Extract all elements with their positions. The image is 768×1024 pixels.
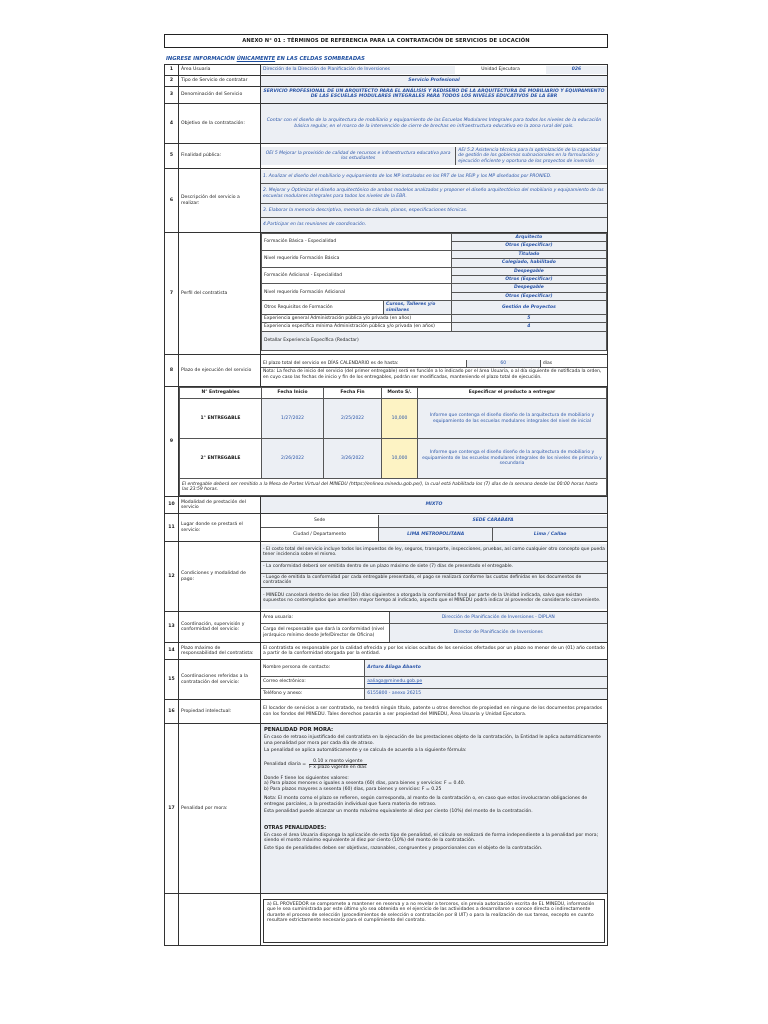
penalidad-text: Este tipo de penalidades deben ser objetivas, razonables, congruentes y proporcionales con el objeto de la contratación. — [264, 845, 543, 851]
confidencialidad-value: a) EL PROVEEDOR se compromete a mantener en reserva y a no revelar a terceros, sin previa autorización escrita de EL MINEDU, información que le sea suministrada por este último y/o sea obtenida en el ejercicio de las actividades a desarrollarse o conoce directa o indirectamente durante el proceso de selección (procedimientos de selección o contratación por 8 UIT) o para la realización de sus tareas, excepto en cuanto resultare estrictamente necesario para el cumplimiento del contrato. — [263, 899, 605, 943]
penalidad-text: En caso de retraso injustificado del contratista en la ejecución de las prestaciones objeto de la contratación, la Entidad le aplica automáticamente una penalidad por mora por cada día de atraso. — [264, 735, 601, 746]
row-lugar — [165, 514, 608, 542]
exp-general-label: Experiencia general Administración pública y/o privada (en años) — [262, 314, 452, 322]
exp-especifica-value[interactable]: 4 — [451, 323, 606, 331]
entregable-fin[interactable]: 2/25/2022 — [324, 399, 382, 439]
formacion-basica-otros[interactable]: Otros (Especificar) — [451, 242, 606, 250]
row-finalidad — [165, 144, 608, 169]
area-usuaria-label: Área usuaria: — [261, 612, 389, 623]
ciudad-label: Ciudad / Departamento — [261, 528, 379, 541]
entregables-table — [179, 387, 607, 496]
penalidad-text: b) Para plazos mayores a sesenta (60) días, para bienes y servicios: F = 0.25 — [264, 786, 442, 792]
adicional-label: Formación Adicional - Especialidad — [262, 267, 452, 284]
row-number: 12 — [165, 542, 179, 612]
entregable-number: 1° ENTREGABLE — [180, 399, 262, 439]
document-title: ANEXO N° 01 : TÉRMINOS DE REFERENCIA PARA LA CONTRATACIÓN DE SERVICIOS DE LOCACIÓN — [164, 34, 608, 48]
row-number: 13 — [165, 612, 179, 643]
sede-value[interactable]: SEDE CARABAYA — [379, 515, 607, 528]
region-value[interactable]: Lima / Callao — [493, 528, 607, 541]
row-label: Condiciones y modalidad de pago: — [179, 542, 261, 612]
otros-requisitos-select[interactable]: Cursos, Talleres y/o similares — [384, 301, 451, 314]
entregable-producto[interactable]: Informe que contenga el diseño diseño de la arquitectura de mobiliario y equipamiento de las escuelas modulares integrales de los niveles de primaria y secundaria — [418, 439, 607, 479]
row-label: Tipo de Servicio de contratar — [179, 76, 261, 87]
formacion-basica-select[interactable]: Arquitecto — [451, 234, 606, 242]
area-usuaria-value[interactable]: Dirección de la Dirección de Planificación de Inversiones — [261, 66, 455, 73]
plazo-value[interactable]: 60 — [466, 360, 540, 368]
unidad-ejecutora-value[interactable]: 026 — [546, 66, 607, 73]
row-area-usuaria — [165, 65, 608, 76]
row-label: Plazo máximo de responsabilidad del contratista: — [179, 643, 261, 660]
row-number: 17 — [165, 724, 179, 894]
row-label: Finalidad pública: — [179, 144, 261, 169]
header-monto: Monto S/. — [382, 388, 418, 399]
row-number: 15 — [165, 660, 179, 700]
telefono-field[interactable]: 6155800 - anexo 26215 — [365, 688, 607, 699]
row-denominacion — [165, 87, 608, 104]
row-number: 1 — [165, 65, 179, 76]
plazo-nota: Nota: La fecha de inicio del servicio (del primer entregable) será en función a lo indicado por el área Usuaria, o al día siguiente de notificada la orden, en cuyo caso las fechas de inicio y fin de los entregables, podrán ser modificadas, manteniendo el plazo total de ejecución. — [263, 369, 602, 380]
otros-requisitos-value[interactable]: Gestión de Proyectos — [451, 301, 606, 315]
row-label: Penalidad por mora: — [179, 724, 261, 894]
tipo-servicio-value[interactable]: Servicio Profesional — [261, 76, 608, 87]
cargo-label: Cargo del responsable que dará la conformidad (nivel jerárquico mínimo desde Jefe/Director de Oficina) — [261, 623, 389, 642]
nivel-basica-label: Nivel requerido Formación Básica — [262, 250, 452, 267]
modalidad-value[interactable]: MIXTO — [261, 497, 608, 514]
row-descripcion — [165, 169, 608, 233]
penalidad-text: La penalidad se aplica automáticamente y se calcula de acuerdo a la siguiente fórmula: — [264, 748, 467, 754]
unidad-ejecutora-label: Unidad Ejecutora — [481, 67, 520, 73]
penalidad-formula — [264, 759, 604, 771]
hint-underline: ÚNICAMENTE — [236, 56, 276, 62]
descripcion-item[interactable]: 2. Mejorar y Optimizar el diseño arquitectónico de ambos modelos analizados y proponer el diseño arquitectónico del mobiliario y equipamiento de las escuelas modulares integrales para todos los niveles de la EBR. — [261, 184, 607, 204]
hint-prefix: INGRESE INFORMACIÓN — [166, 56, 237, 62]
row-label: Propiedad intelectual: — [179, 700, 261, 724]
responsabilidad-value: El contratista es responsable por la calidad ofrecida y por los vicios ocultos de los servicios ofertados por un plazo no menor de un (01) año contado a partir de la conformidad otorgada por la entidad. — [261, 643, 608, 660]
row-entregables — [165, 387, 608, 497]
row-coordinacion — [165, 612, 608, 643]
otros-requisitos-label: Otros Requisitos de Formación — [264, 304, 333, 310]
entregable-fin[interactable]: 3/26/2022 — [324, 439, 382, 479]
nivel-adicional-select[interactable]: Despegable — [451, 284, 606, 292]
plazo-label: El plazo total del servicio en DÍAS CALENDARIO es de hasta: — [261, 360, 466, 368]
adicional-otros[interactable]: Otros (Especificar) — [451, 275, 606, 283]
nivel-basica-detalle[interactable]: Colegiado, habilitado — [451, 259, 606, 267]
penalidad-text: Esta penalidad puede alcanzar un monto máximo equivalente al diez por ciento (10%) del monto de la contratación. — [264, 809, 533, 815]
header-producto: Especificar el producto a entregar — [418, 388, 607, 399]
row-modalidad — [165, 497, 608, 514]
table-row — [180, 399, 607, 439]
fill-hint — [166, 56, 608, 62]
nivel-adicional-otros[interactable]: Otros (Especificar) — [451, 292, 606, 300]
header-fecha-inicio: Fecha Inicio — [262, 388, 324, 399]
row-penalidad — [165, 724, 608, 894]
header-fecha-fin: Fecha Fin — [324, 388, 382, 399]
entregable-monto[interactable]: 10,000 — [382, 399, 418, 439]
nivel-basica-select[interactable]: Titulado — [451, 250, 606, 258]
objetivo-value[interactable]: Contar con el diseño de la arquitectura de mobiliario y equipamiento de las Escuelas Modulares Integrales para todos los niveles de la educación básica regular, en el marco de la intervención de cierre de brechas en infraestructura educativa en la zona rural del país. — [261, 104, 608, 144]
descripcion-item[interactable]: 1. Analizar el diseño del mobiliario y equipamiento de los MP instalados en los PRT de las PEIP y los MP diseñados por PRONIED. — [261, 170, 607, 184]
terms-table — [164, 64, 608, 946]
row-label: Objetivo de la contratación: — [179, 104, 261, 144]
row-responsabilidad — [165, 643, 608, 660]
table-row — [180, 439, 607, 479]
nivel-adicional-label: Nivel requerido Formación Adicional — [262, 284, 452, 301]
row-label: Plazo de ejecución del servicio — [179, 355, 261, 387]
formula-fraction — [309, 759, 366, 771]
entregables-nota: El entregable deberá ser remitido a la Mesa de Partes Virtual del MINEDU (https://enlinea.minedu.gob.pe/), la cual está habilitada los (7) días de la semana desde las 00:00 horas hasta las 23:59 horas. — [180, 479, 607, 496]
row-number: 6 — [165, 169, 179, 233]
row-label: Denominación del Servicio — [179, 87, 261, 104]
row-number: 8 — [165, 355, 179, 387]
terms-sheet — [164, 34, 608, 946]
penalidad-text: Nota: El monto como el plazo se refieren, según corresponda, al monto de la contratación o, en caso que estos involucraran obligaciones de entregas parciales, a la prestación individual que fuera materia de retraso. — [264, 796, 588, 807]
entregable-inicio[interactable]: 2/26/2022 — [262, 439, 324, 479]
condicion-item[interactable]: - La conformidad deberá ser emitida dentro de un plazo máximo de siete (7) días de presentado el entregable. — [261, 561, 607, 573]
cargo-field[interactable]: Director de Planificación de Inversiones — [389, 623, 607, 642]
row-condiciones — [165, 542, 608, 612]
area-usuaria-field[interactable]: Dirección de Planificación de Inversiones - DIPLAN — [389, 612, 607, 623]
formacion-basica-label: Formación Básica - Especialidad — [262, 234, 452, 251]
row-label: Modalidad de prestación del servicio — [179, 497, 261, 514]
penalidad-title: PENALIDAD POR MORA: — [264, 727, 334, 733]
correo-field[interactable]: aaliaga@minedu.gob.pe — [365, 676, 607, 688]
row-plazo — [165, 355, 608, 387]
propiedad-value: El locador de servicios a ser contratado, no tendrá ningún título, patente u otros derechos de propiedad en ninguno de los documentos preparados con los fondos del MINEDU. Tales derechos pasarán a ser propiedad del MINEDU, Área Usuaria y Unidad Ejecutora. — [261, 700, 608, 724]
row-number: 5 — [165, 144, 179, 169]
telefono-label: Teléfono y anexo: — [261, 688, 365, 699]
hint-suffix: EN LAS CELDAS SOMBREADAS — [275, 56, 365, 62]
correo-label: Correo electrónico: — [261, 676, 365, 688]
row-label: Perfil del contratista — [179, 233, 261, 355]
row-tipo-servicio — [165, 76, 608, 87]
row-number: 10 — [165, 497, 179, 514]
row-number: 16 — [165, 700, 179, 724]
row-number: 4 — [165, 104, 179, 144]
row-label: Coordinación, supervisión y conformidad del servicio: — [179, 612, 261, 643]
contacto-nombre-label: Nombre persona de contacto: — [261, 660, 365, 676]
descripcion-item[interactable]: 3. Elaborar la memoria descriptiva, memoria de cálculo, planos, especificaciones técnicas. — [261, 204, 607, 218]
row-number: 2 — [165, 76, 179, 87]
entregable-producto[interactable]: Informe que contenga el diseño diseño de la arquitectura de mobiliario y equipamiento de las escuelas modulares integrales del nivel de inicial — [418, 399, 607, 439]
row-objetivo — [165, 104, 608, 144]
condicion-item[interactable]: - El costo total del servicio incluye todos los impuestos de ley, seguros, transporte, inspecciones, pruebas, así como cualquier otro concepto que pueda tener incidencia sobre el mismo. — [261, 544, 607, 561]
entregable-inicio[interactable]: 1/27/2022 — [262, 399, 324, 439]
aei-value[interactable]: AEI 5.2 Asistencia técnica para la optimización de la capacidad de gestión de los gobiernos subnacionales en la formulación y ejecución eficiente y oportuna de los proyectos de inversión — [456, 147, 607, 165]
otras-penalidades-title: OTRAS PENALIDADES: — [264, 824, 327, 831]
row-number: 3 — [165, 87, 179, 104]
exp-general-value[interactable]: 5 — [451, 314, 606, 322]
header-entregables: N° Entregables — [180, 388, 262, 399]
detallar-experiencia-field[interactable]: Detallar Experiencia Específica (Redactar) — [262, 331, 607, 350]
condicion-item[interactable]: - MINEDU cancelará dentro de los diez (10) días siguientes a otorgada la conformidad final por parte de la Unidad indicada, salvo que existan supuestos no contemplados que ameriten mayor tiempo al indicado, aspecto que el MINEDU podrá indicar al proveedor de considerarlo conveniente. — [261, 587, 607, 609]
exp-especifica-label: Experiencia específica mínima Administración pública y/o privada (en años) — [262, 323, 452, 331]
penalidad-text: En caso el área Usuaria disponga la aplicación de esta tipo de penalidad, el cálculo se realizará de forma independiente a la penalidad por mora; siendo el monto máximo equivalente al diez por ciento (10%) del monto de la contratación. — [264, 832, 599, 844]
penalidad-text: a) Para plazos menores o iguales a sesenta (60) días, para bienes y servicios: F = 0.40. — [264, 781, 466, 787]
row-number: 11 — [165, 514, 179, 542]
row-perfil — [165, 233, 608, 355]
descripcion-item[interactable]: 4.Participar en las reuniones de coordinación. — [261, 218, 607, 232]
row-label: Lugar donde se prestará el servicio: — [179, 514, 261, 542]
oei-value[interactable]: OEI 5 Mejorar la provisión de calidad de recursos e infraestructura educativa para los estudiantes — [261, 147, 456, 165]
formula-denominator: F x plazo vigente en días — [309, 765, 367, 771]
row-contacto — [165, 660, 608, 700]
plazo-unit: días — [540, 360, 607, 368]
sede-label: Sede — [261, 515, 379, 528]
entregable-monto[interactable]: 10,000 — [382, 439, 418, 479]
denominacion-value[interactable]: SERVICIO PROFESIONAL DE UN ARQUITECTO PARA EL ANÁLISIS Y REDISEÑO DE LA ARQUITECTURA DE MOBILIARIO Y EQUIPAMIENTO DE LAS ESCUELAS MODULARES INTEGRALES PARA TODOS LOS NIVELES EDUCATIVOS DE LA EBR — [261, 87, 608, 104]
adicional-select[interactable]: Despegable — [451, 267, 606, 275]
formula-label: Penalidad diaria = — [264, 761, 307, 767]
row-number: 9 — [165, 387, 179, 497]
row-propiedad — [165, 700, 608, 724]
row-number: 14 — [165, 643, 179, 660]
row-number: 7 — [165, 233, 179, 355]
penalidad-text: Donde F tiene los siguientes valores: — [264, 775, 349, 781]
ciudad-value[interactable]: LIMA METROPOLITANA — [379, 528, 493, 541]
contacto-nombre-field[interactable]: Arturo Aliaga Abanto — [365, 660, 607, 676]
row-confidencialidad — [165, 894, 608, 946]
condicion-item[interactable]: - Luego de emitida la conformidad por cada entregable presentado, el pago se realizará conforme las cuotas definidas en los documentos de contratación — [261, 573, 607, 587]
row-label: Coordinaciones referidas a la contratación del servicio: — [179, 660, 261, 700]
entregable-number: 2° ENTREGABLE — [180, 439, 262, 479]
row-label: Área Usuaria — [179, 65, 261, 76]
row-label: Descripción del servicio a realizar: — [179, 169, 261, 233]
formula-numerator: 0.10 x monto vigente — [309, 759, 366, 766]
